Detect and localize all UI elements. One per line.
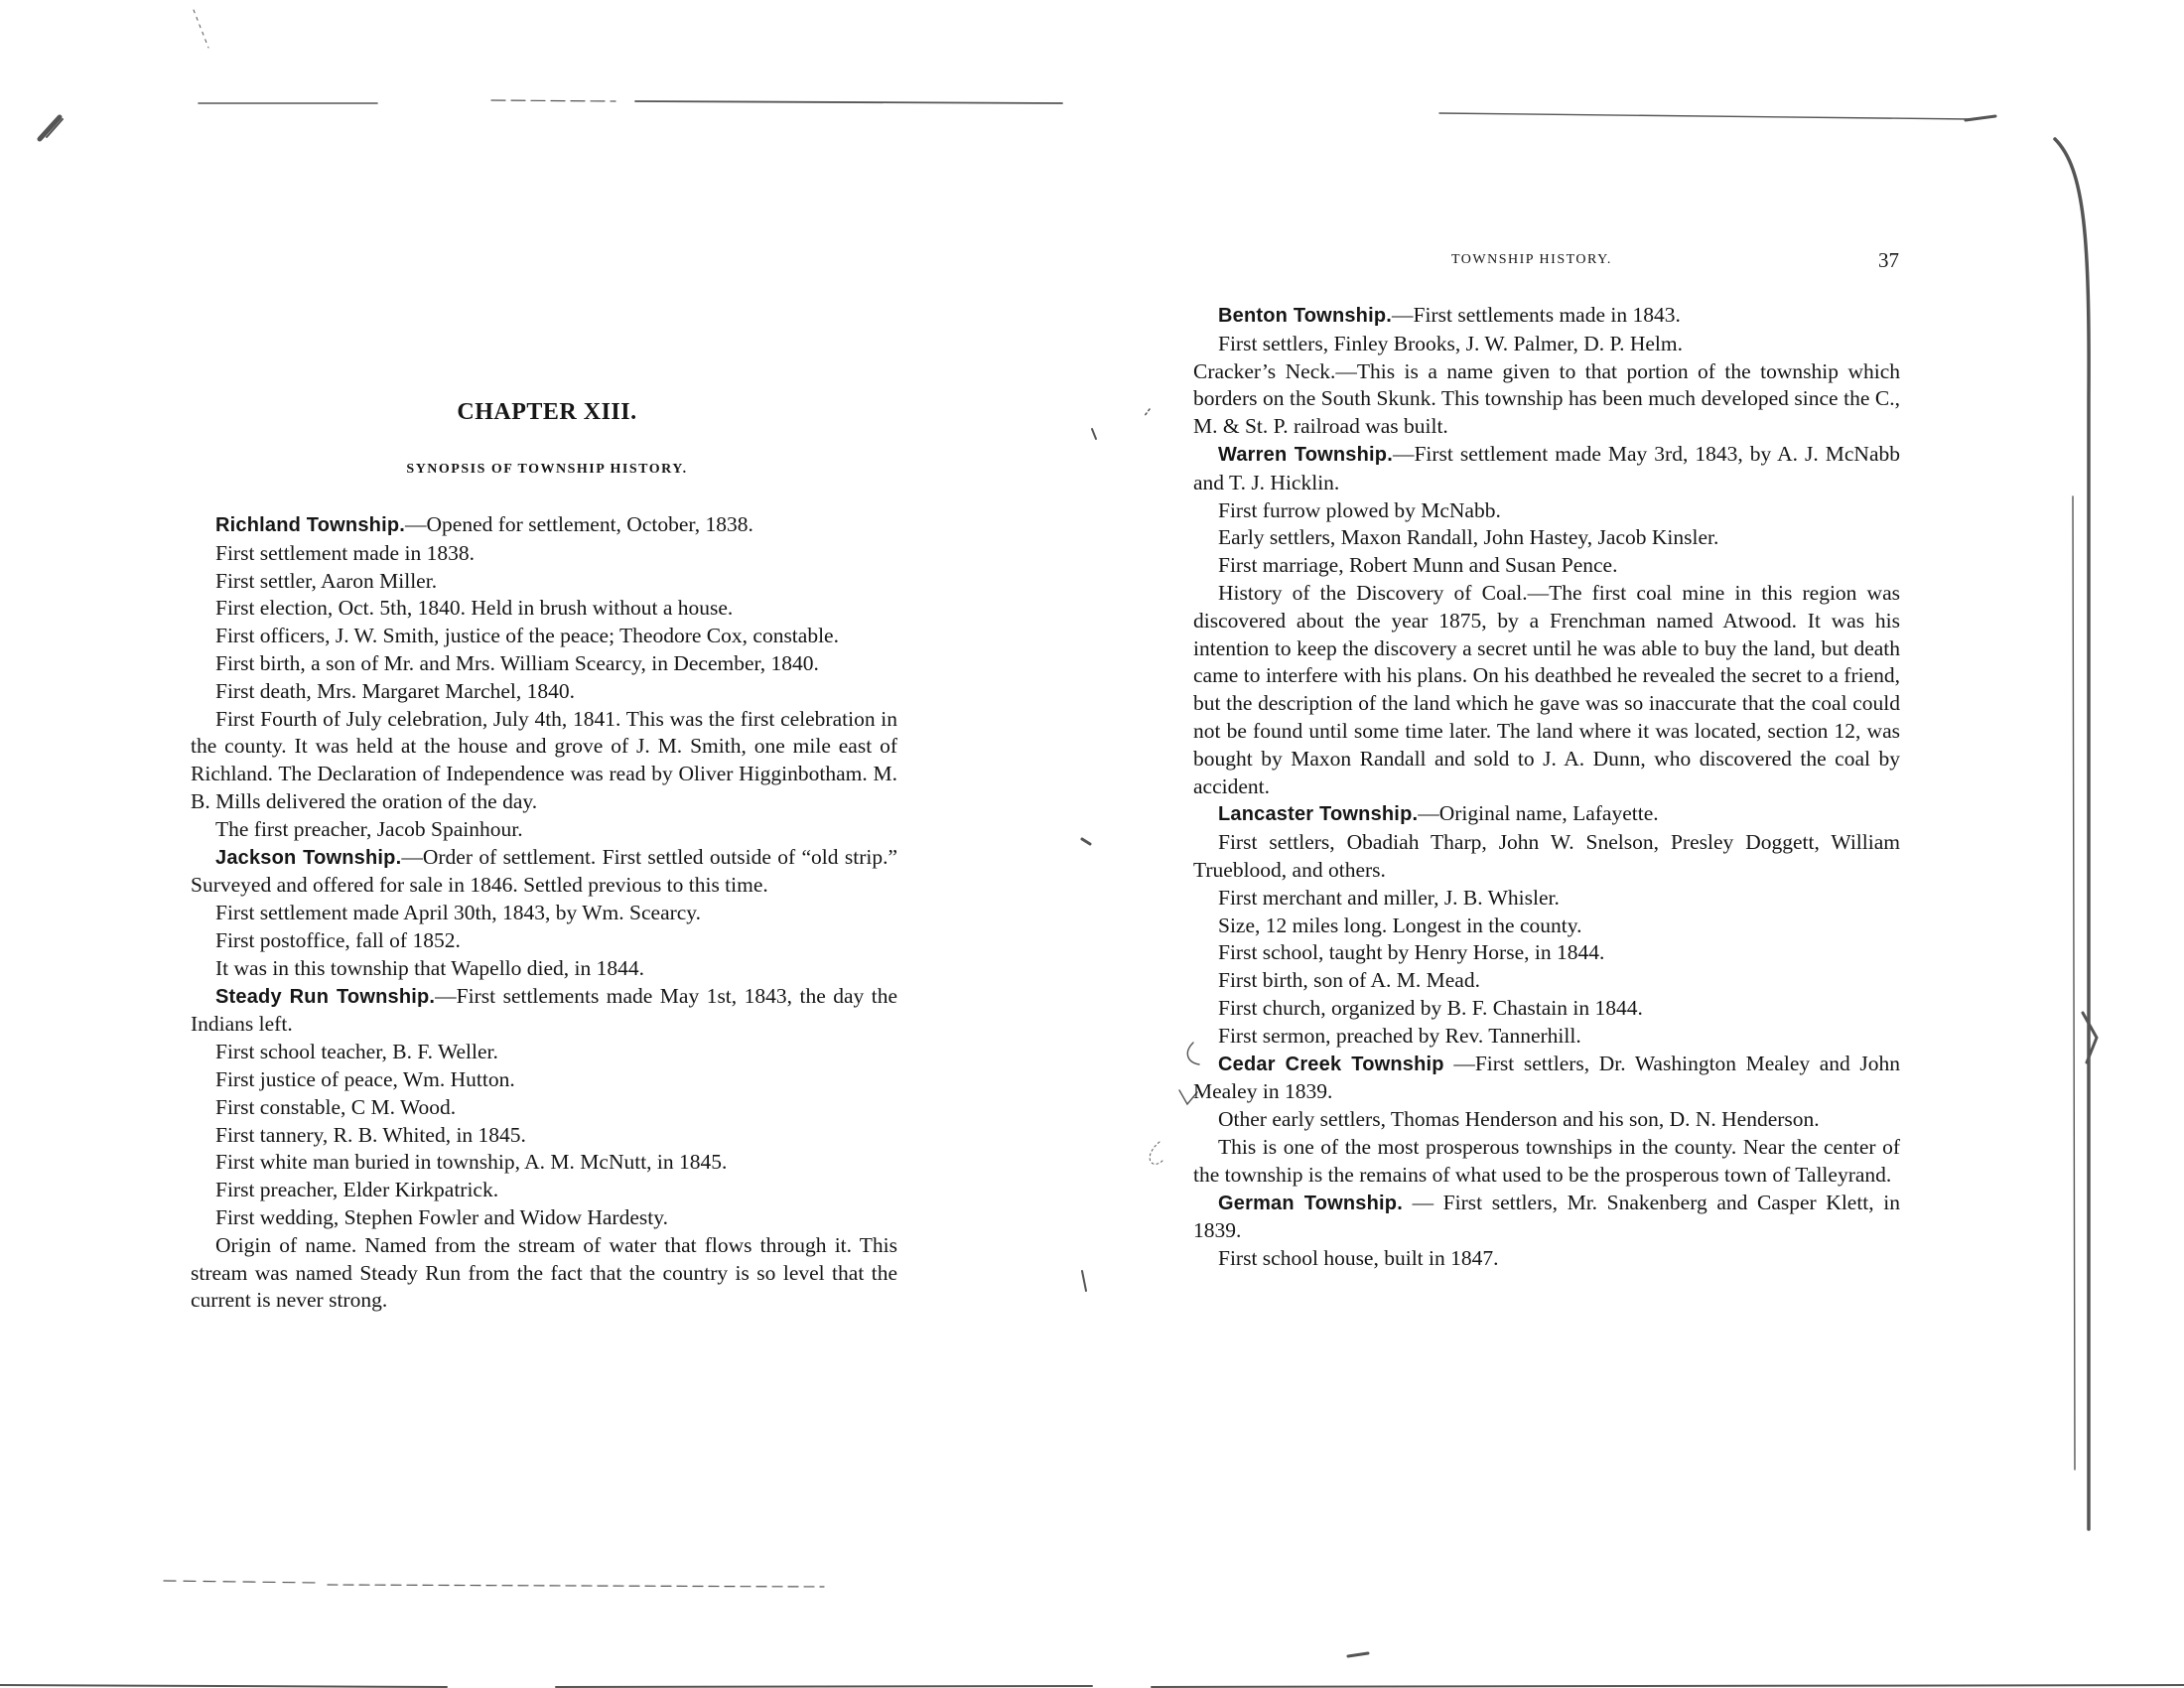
- paragraph: [1193, 552, 1900, 580]
- paragraph: [191, 706, 897, 816]
- paragraph-text: —First settlements made in 1843.: [1392, 303, 1681, 327]
- paragraph-text: This is one of the most prosperous townships in the county. Near the center of the township is the remains of what used to be the prosperous town of Talleyrand.: [1193, 1134, 1900, 1187]
- paragraph-text: —Opened for settlement, October, 1838.: [405, 512, 753, 536]
- paragraph-text: First death, Mrs. Margaret Marchel, 1840.: [215, 678, 576, 703]
- paragraph-text: —First settlement made May 3rd, 1843, by A. J. McNabb and T. J. Hicklin.: [1193, 441, 1900, 494]
- paragraph: [1193, 1245, 1900, 1273]
- paragraph-text: First birth, son of A. M. Mead.: [1218, 968, 1480, 993]
- paragraph: [1193, 829, 1900, 885]
- paragraph-text: Size, 12 miles long. Longest in the county.: [1218, 913, 1582, 937]
- paragraph-text: First school house, built in 1847.: [1218, 1246, 1499, 1271]
- paragraph-text: — First settlers, Mr. Snakenberg and Casper Klett, in 1839.: [1193, 1190, 1900, 1243]
- paragraph-text: First constable, C M. Wood.: [215, 1094, 457, 1119]
- paragraph-text: First merchant and miller, J. B. Whisler.: [1218, 885, 1560, 910]
- paragraph-text: The first preacher, Jacob Spainhour.: [215, 816, 523, 841]
- paragraph-text: First school, taught by Henry Horse, in 1844.: [1218, 940, 1605, 965]
- paragraph-text: First school teacher, B. F. Weller.: [215, 1040, 498, 1064]
- paragraph-text: —Order of settlement. First settled outside of “old strip.” Surveyed and offered for sale in 1846. Settled previous to this time.: [191, 844, 897, 898]
- paragraph-text: First Fourth of July celebration, July 4th, 1841. This was the first celebration in the county. It was held at the house and grove of J. M. Smith, one mile east of Richland. The Declaration of Independence was read by Oliver Higginbotham. M. B. Mills delivered the oration of the day.: [191, 706, 897, 813]
- paragraph: [191, 955, 897, 983]
- paragraph: [191, 1177, 897, 1204]
- township-heading: Richland Township.: [215, 514, 406, 536]
- left-page-body: [191, 511, 897, 1315]
- paragraph: [1193, 358, 1900, 441]
- paragraph: [1193, 441, 1900, 497]
- paragraph: [191, 623, 897, 650]
- paragraph: [1193, 800, 1900, 829]
- paragraph: [1193, 995, 1900, 1023]
- paragraph-text: First settlement made in 1838.: [215, 540, 475, 565]
- paragraph: [191, 1066, 897, 1094]
- paragraph-text: —Original name, Lafayette.: [1418, 801, 1659, 826]
- paragraph: [1193, 885, 1900, 913]
- paragraph-text: First tannery, R. B. Whited, in 1845.: [215, 1122, 526, 1147]
- paragraph: [1193, 1106, 1900, 1134]
- paragraph-text: History of the Discovery of Coal.—The first coal mine in this region was discovered about the year 1875, by a Frenchman named Atwood. It was his intention to keep the discovery a secret until he was able to buy the land, but death came to interfere with his plans. On his deathbed he revealed the secret to a friend, but the description of the land which he gave was so inaccurate that the coal could not be found until some time later. The land where it was located, section 12, was bought by Maxon Randall and sold to J. A. Dunn, who discovered the coal by accident.: [1193, 580, 1900, 798]
- paragraph: [191, 844, 897, 901]
- paragraph-text: First sermon, preached by Rev. Tannerhill.: [1218, 1023, 1581, 1048]
- paragraph-text: —First settlers, Dr. Washington Mealey and John Mealey in 1839.: [1193, 1051, 1901, 1104]
- township-heading: Benton Township.: [1218, 305, 1393, 327]
- paragraph: [191, 1039, 897, 1066]
- paragraph: [1193, 1134, 1900, 1190]
- paragraph-text: First justice of peace, Wm. Hutton.: [215, 1066, 515, 1091]
- paragraph: [191, 1094, 897, 1122]
- paragraph-text: It was in this township that Wapello died, in 1844.: [215, 955, 645, 980]
- paragraph-text: Other early settlers, Thomas Henderson and his son, D. N. Henderson.: [1218, 1107, 1820, 1132]
- paragraph: [191, 678, 897, 706]
- paragraph-text: Cracker’s Neck.—This is a name given to that portion of the township which borders on the South Skunk. This township has been much developed since the C., M. & St. P. railroad was built.: [1193, 358, 1900, 439]
- paragraph-text: —First settlements made May 1st, 1843, the day the Indians left.: [191, 983, 898, 1037]
- running-head: TOWNSHIP HISTORY.: [1451, 252, 1612, 267]
- right-page-body: [1193, 302, 1900, 1273]
- paragraph-text: First marriage, Robert Munn and Susan Pence.: [1218, 553, 1618, 578]
- township-heading: Lancaster Township.: [1218, 803, 1419, 826]
- paragraph: [1193, 302, 1900, 331]
- township-heading: German Township.: [1218, 1192, 1403, 1214]
- page-number: 37: [1878, 248, 1899, 272]
- paragraph-text: First election, Oct. 5th, 1840. Held in brush without a house.: [215, 596, 734, 621]
- paragraph: [1193, 497, 1900, 525]
- paragraph: [191, 650, 897, 678]
- paragraph: [1193, 913, 1900, 940]
- paragraph: [1193, 967, 1900, 995]
- township-heading: Steady Run Township.: [215, 985, 436, 1008]
- paragraph: [1193, 524, 1900, 552]
- paragraph: [1193, 331, 1900, 358]
- paragraph: [1193, 1051, 1900, 1107]
- township-heading: Warren Township.: [1218, 443, 1393, 466]
- paragraph-text: First settlers, Obadiah Tharp, John W. Snelson, Presley Doggett, William Trueblood, and others.: [1193, 830, 1900, 882]
- paragraph-text: First settlers, Finley Brooks, J. W. Palmer, D. P. Helm.: [1218, 331, 1683, 355]
- paragraph-text: First furrow plowed by McNabb.: [1218, 497, 1501, 522]
- chapter-subtitle: SYNOPSIS OF TOWNSHIP HISTORY.: [406, 462, 688, 477]
- paragraph: [191, 540, 897, 568]
- paragraph: [191, 595, 897, 623]
- paragraph-text: First wedding, Stephen Fowler and Widow Hardesty.: [215, 1204, 668, 1229]
- paragraph-text: Early settlers, Maxon Randall, John Hastey, Jacob Kinsler.: [1218, 525, 1719, 550]
- paragraph: [191, 1232, 897, 1315]
- paragraph-text: First birth, a son of Mr. and Mrs. William Scearcy, in December, 1840.: [215, 650, 819, 675]
- paragraph-text: First preacher, Elder Kirkpatrick.: [215, 1178, 499, 1202]
- paragraph-text: First white man buried in township, A. M. McNutt, in 1845.: [215, 1150, 728, 1175]
- paragraph-text: First settler, Aaron Miller.: [215, 568, 438, 593]
- paragraph-text: First church, organized by B. F. Chastain in 1844.: [1218, 995, 1643, 1020]
- paragraph: [191, 900, 897, 927]
- paragraph-text: First officers, J. W. Smith, justice of the peace; Theodore Cox, constable.: [215, 624, 839, 648]
- paragraph: [191, 1149, 897, 1177]
- township-heading: Cedar Creek Township: [1218, 1053, 1444, 1075]
- paragraph: [191, 511, 897, 540]
- paragraph: [191, 816, 897, 844]
- paragraph: [1193, 939, 1900, 967]
- paragraph: [191, 1122, 897, 1150]
- paragraph: [191, 983, 897, 1040]
- paragraph: [1193, 1190, 1900, 1246]
- paragraph: [191, 1204, 897, 1232]
- paragraph: [1193, 1023, 1900, 1051]
- paragraph: [1193, 580, 1900, 800]
- paragraph-text: First settlement made April 30th, 1843, by Wm. Scearcy.: [215, 901, 702, 925]
- township-heading: Jackson Township.: [215, 846, 402, 869]
- paragraph: [191, 927, 897, 955]
- paragraph: [191, 568, 897, 596]
- paragraph-text: Origin of name. Named from the stream of water that flows through it. This stream was named Steady Run from the fact that the country is so level that the current is never strong.: [191, 1232, 897, 1313]
- paragraph-text: First postoffice, fall of 1852.: [215, 927, 461, 952]
- chapter-title: CHAPTER XIII.: [457, 399, 637, 425]
